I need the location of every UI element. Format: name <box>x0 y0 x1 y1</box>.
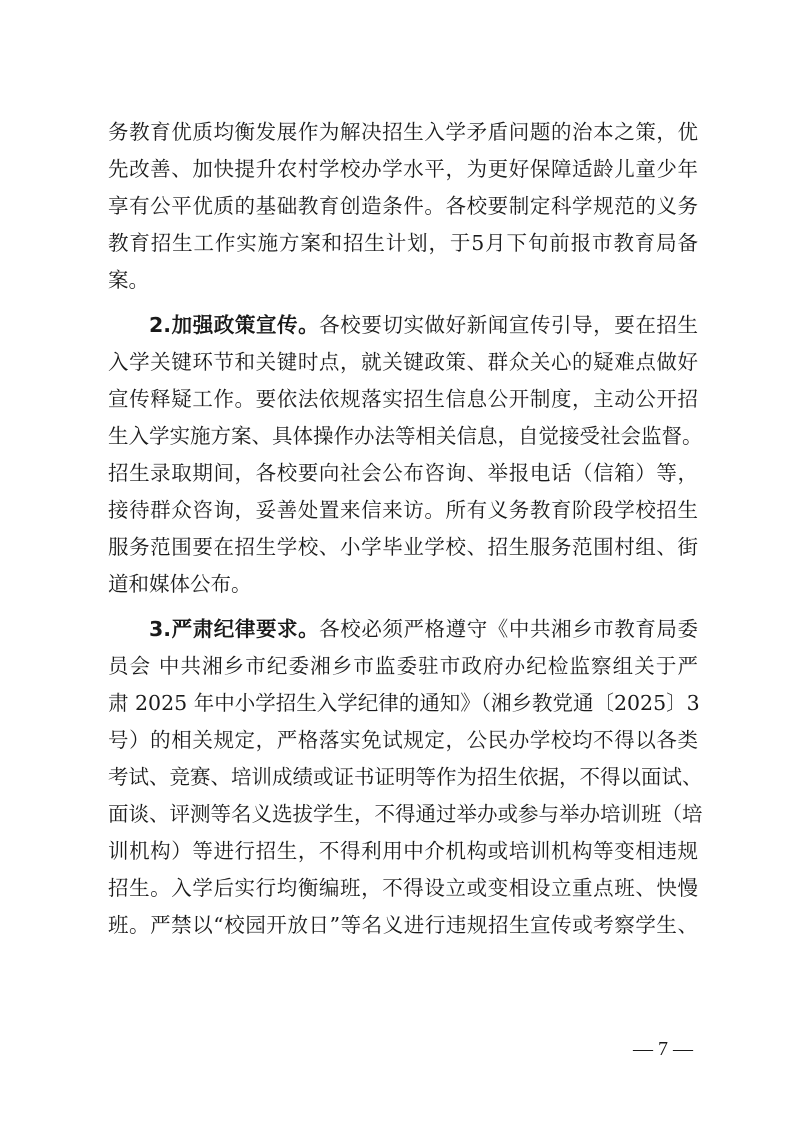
document-body <box>108 114 703 944</box>
text-line: 考试、竞赛、培训成绩或证书证明等作为招生依据，不得以面试、 <box>108 765 703 789</box>
text-line: 号）的相关规定，严格落实免试规定，公民办学校均不得以各类 <box>108 728 698 752</box>
text-line: 面谈、评测等名义选拔学生，不得通过举办或参与举办培训班（培 <box>108 802 703 826</box>
text-line: 接待群众咨询，妥善处置来信来访。所有义务教育阶段学校招生 <box>108 498 698 522</box>
page-number: — 7 — <box>633 1038 693 1060</box>
paragraph-intro <box>108 114 698 299</box>
section-2-first-line <box>108 307 698 344</box>
text-line: 训机构）等进行招生，不得利用中介机构或培训机构等变相违规 <box>108 839 698 863</box>
text-line: 入学关键环节和关键时点，就关键政策、群众关心的疑难点做好 <box>108 350 698 374</box>
section-3-first-line <box>108 611 698 648</box>
text-line: 服务范围要在招生学校、小学毕业学校、招生服务范围村组、街 <box>108 535 698 559</box>
section-3-first-line-text: 各校必须严格遵守《中共湘乡市教育局委 <box>319 617 698 641</box>
paragraph-section-3 <box>108 611 703 944</box>
section-2-first-line-text: 各校要切实做好新闻宣传引导，要在招生 <box>319 313 698 337</box>
paragraph-section-2 <box>108 307 703 603</box>
text-line: 教育招生工作实施方案和招生计划，于5月下旬前报市教育局备 <box>108 231 698 255</box>
text-line: 案。 <box>108 268 149 292</box>
text-line: 招生录取期间，各校要向社会公布咨询、举报电话（信箱）等， <box>108 461 698 485</box>
text-line: 宣传释疑工作。要依法依规落实招生信息公开制度，主动公开招 <box>108 387 698 411</box>
text-line: 生入学实施方案、具体操作办法等相关信息，自觉接受社会监督。 <box>108 424 703 448</box>
text-line: 班。严禁以“校园开放日”等名义进行违规招生宣传或考察学生、 <box>108 913 698 937</box>
text-line: 务教育优质均衡发展作为解决招生入学矛盾问题的治本之策，优 <box>108 120 698 144</box>
text-line: 招生。入学后实行均衡编班，不得设立或变相设立重点班、快慢 <box>108 876 698 900</box>
section-3-heading: 3.严肃纪律要求。 <box>149 617 320 641</box>
text-line: 员会 中共湘乡市纪委湘乡市监委驻市政府办纪检监察组关于严 <box>108 654 698 678</box>
text-line: 道和媒体公布。 <box>108 572 252 596</box>
text-line: 享有公平优质的基础教育创造条件。各校要制定科学规范的义务 <box>108 194 698 218</box>
text-line: 肃 2025 年中小学招生入学纪律的通知》（湘乡教党通〔2025〕3 <box>108 691 700 715</box>
section-2-heading: 2.加强政策宣传。 <box>149 313 320 337</box>
text-line: 先改善、加快提升农村学校办学水平，为更好保障适龄儿童少年 <box>108 157 698 181</box>
